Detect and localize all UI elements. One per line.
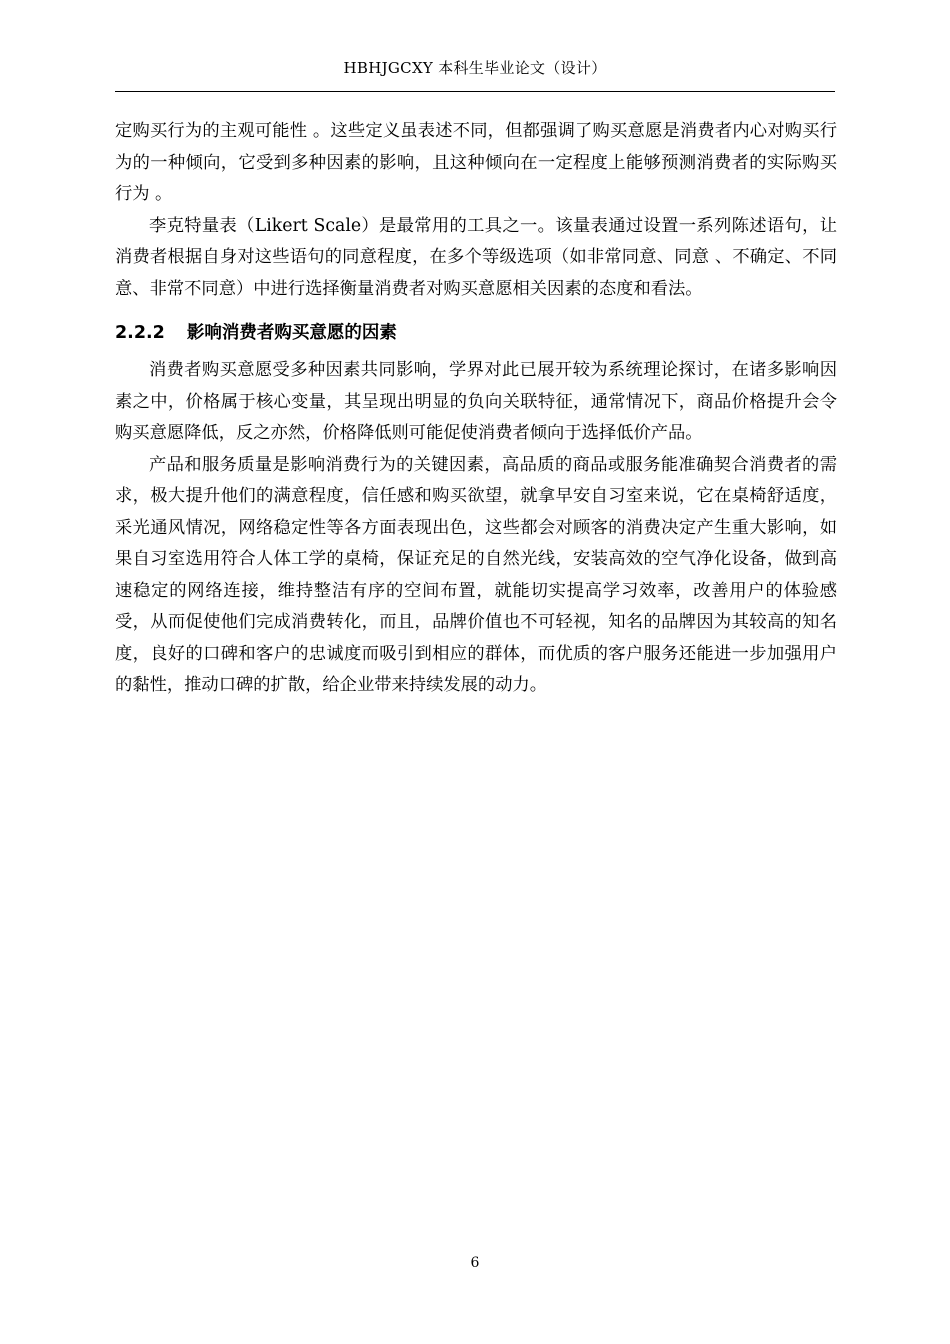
section-heading bbox=[115, 317, 837, 349]
body-content bbox=[115, 116, 837, 702]
paragraph-price-factor: 消费者购买意愿受多种因素共同影响，学界对此已展开较为系统理论探讨，在诸多影响因素之中，价格属于核心变量，其呈现出明显的负向关联特征，通常情况下，商品价格提升会令购买意愿降低，反之亦然，价格降低则可能促使消费者倾向于选择低价产品。 bbox=[115, 360, 837, 443]
paragraph-likert-scale: 李克特量表（Likert Scale）是最常用的工具之一。该量表通过设置一系列陈述语句，让消费者根据自身对这些语句的同意程度，在多个等级选项（如非常同意、同意 、不确定、不同意、非常不同意）中进行选择衡量消费者对购买意愿相关因素的态度和看法。 bbox=[115, 215, 837, 299]
paragraph-quality-factor: 产品和服务质量是影响消费行为的关键因素，高品质的商品或服务能准确契合消费者的需求，极大提升他们的满意程度，信任感和购买欲望，就拿早安自习室来说，它在桌椅舒适度，采光通风情况，网络稳定性等各方面表现出色，这些都会对顾客的消费决定产生重大影响，如果自习室选用符合人体工学的桌椅，保证充足的自然光线，安装高效的空气净化设备，做到高速稳定的网络连接，维持整洁有序的空间布置，就能切实提高学习效率，改善用户的体验感受，从而促使他们完成消费转化，而且，品牌价值也不可轻视，知名的品牌因为其较高的知名度，良好的口碑和客户的忠诚度而吸引到相应的群体，而优质的客户服务还能进一步加强用户的黏性，推动口碑的扩散，给企业带来持续发展的动力。 bbox=[115, 454, 837, 695]
paragraph-continuation: 定购买行为的主观可能性 。这些定义虽表述不同，但都强调了购买意愿是消费者内心对购买行为的一种倾向，它受到多种因素的影响，且这种倾向在一定程度上能够预测消费者的实际购买行为 。 bbox=[115, 121, 837, 204]
running-header: HBHJGCXY 本科生毕业论文（设计） bbox=[343, 59, 607, 77]
section-number: 2.2.2 bbox=[115, 323, 165, 343]
header-rule bbox=[115, 91, 835, 92]
section-title: 影响消费者购买意愿的因素 bbox=[186, 323, 397, 343]
page-number: 6 bbox=[470, 1255, 480, 1271]
